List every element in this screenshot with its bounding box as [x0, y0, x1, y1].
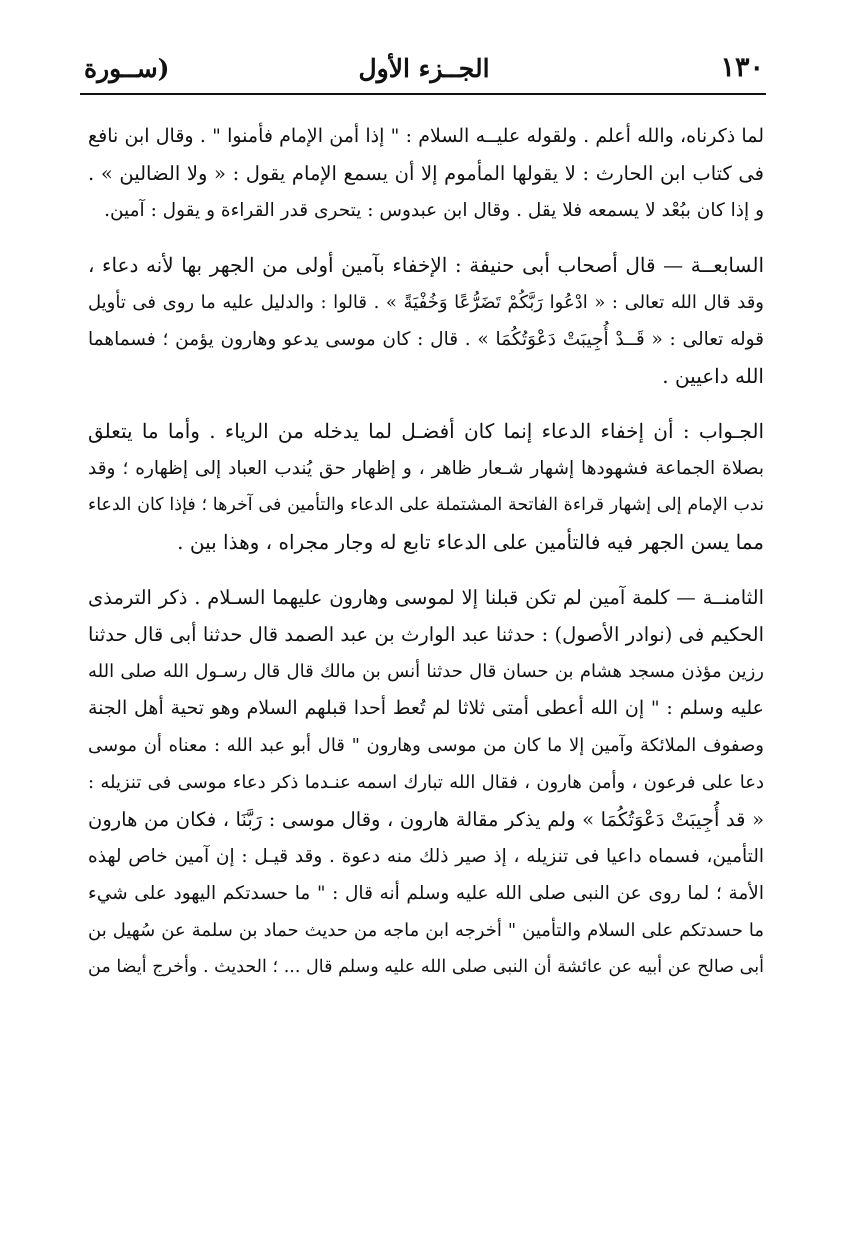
text-line: « قد أُجِيبَتْ دَعْوَتُكُمَا » ولم يذكر مقالة هارون ، وقال موسى : رَبَّنَا ، فكان من هارون [88, 808, 764, 831]
page-header [84, 52, 764, 92]
text-line: ندب الإمام إلى إشهار قراءة الفاتحة المشتملة على الدعاء والتأمين فى آخرها ؛ فإذا كان الدعاء [88, 495, 764, 515]
text-line: أبى صالح عن أبيه عن عائشة أن النبى صلى الله عليه وسلم قال ... ؛ الحديث . وأخرج أيضا من [88, 957, 764, 977]
page-number: ١٣٠ [720, 52, 764, 83]
text-line: دعا على فرعون ، وأمن هارون ، فقال الله تبارك اسمه عنـدما ذكر دعاء موسى فى تنزيله : [88, 772, 764, 793]
text-line: لما ذكرناه، والله أعلم . ولقوله عليــه السلام : " إذا أمن الإمام فأمنوا " . وقال ابن نافع [88, 125, 764, 147]
paragraph-gap [88, 229, 764, 247]
paragraph-1 [88, 118, 764, 229]
text-line: قوله تعالى : « قَــدْ أُجِيبَتْ دَعْوَتُكُمَا » . قال : كان موسى يدعو وهارون يؤمن ؛ فسماهما [88, 329, 764, 350]
text-line: وصفوف الملائكة وآمين إلا ما كان من موسى وهارون " قال أبو عبد الله : معناه أن موسى [88, 735, 764, 756]
text-line: الثامنــة — كلمة آمين لم تكن قبلنا إلا لموسى وهارون عليهما السـلام . ذكر الترمذى [88, 586, 764, 609]
text-line: بصلاة الجماعة فشهودها إشهار شـعار ظاهر ، و إظهار حق يُندب العباد إلى إظهاره ؛ وقد [88, 458, 764, 479]
text-line: ما حسدتكم على السلام والتأمين " أخرجه ابن ماجه من حديث حماد بن سلمة عن سُهيل بن [88, 920, 764, 941]
text-line: فى كتاب ابن الحارث : لا يقولها المأموم إلا أن يسمع الإمام يقول : « ولا الضالين » . [88, 162, 764, 185]
text-line: و إذا كان ببُعْد لا يسمعه فلا يقل . وقال ابن عبدوس : يتحرى قدر القراءة و يقول : آمين. [104, 200, 764, 221]
text-line: الأمة ؛ لما روى عن النبى صلى الله عليه وسلم أنه قال : " ما حسدتكم اليهود على شيء [88, 883, 764, 904]
text-line: وقد قال الله تعالى : « ادْعُوا رَبَّكُمْ تَضَرُّعًا وَخُفْيَةً » . قالوا : والدليل عليه ما روى فى تأويل [88, 292, 764, 313]
text-line: التأمين، فسماه داعيا فى تنزيله ، إذ صير ذلك منه دعوة . وقد قيـل : إن آمين خاص لهذه [88, 846, 764, 867]
page-body [88, 118, 764, 986]
paragraph-3 [88, 413, 764, 561]
paragraph-2 [88, 247, 764, 395]
text-line: الجـواب : أن إخفاء الدعاء إنما كان أفضـل لما يدخله من الرياء . وأما ما يتعلق [88, 419, 764, 443]
paragraph-gap [88, 561, 764, 579]
header-rule [80, 93, 766, 95]
text-line: الحكيم فى (نوادر الأصول) : حدثنا عبد الوارث بن عبد الصمد قال حدثنا أبى قال حدثنا [88, 623, 764, 646]
text-line: رزين مؤذن مسجد هشام بن حسان قال حدثنا أنس بن مالك قال قال رسـول الله صلى الله [88, 661, 764, 682]
text-line: الله داعيين . [662, 364, 764, 388]
text-line: مما يسن الجهر فيه فالتأمين على الدعاء تابع له وجار مجراه ، وهذا بين . [177, 530, 764, 554]
part-title: الجــزء الأول [358, 54, 490, 83]
paragraph-gap [88, 395, 764, 413]
paragraph-4 [88, 579, 764, 986]
surah-label: (ســورة [84, 54, 170, 83]
text-line: عليه وسلم : " إن الله أعطى أمتى ثلاثا لم تُعط أحدا قبلهم السلام وهو تحية أهل الجنة [88, 697, 764, 719]
text-line: السابعــة — قال أصحاب أبى حنيفة : الإخفاء بآمين أولى من الجهر بها لأنه دعاء ، [88, 253, 764, 277]
